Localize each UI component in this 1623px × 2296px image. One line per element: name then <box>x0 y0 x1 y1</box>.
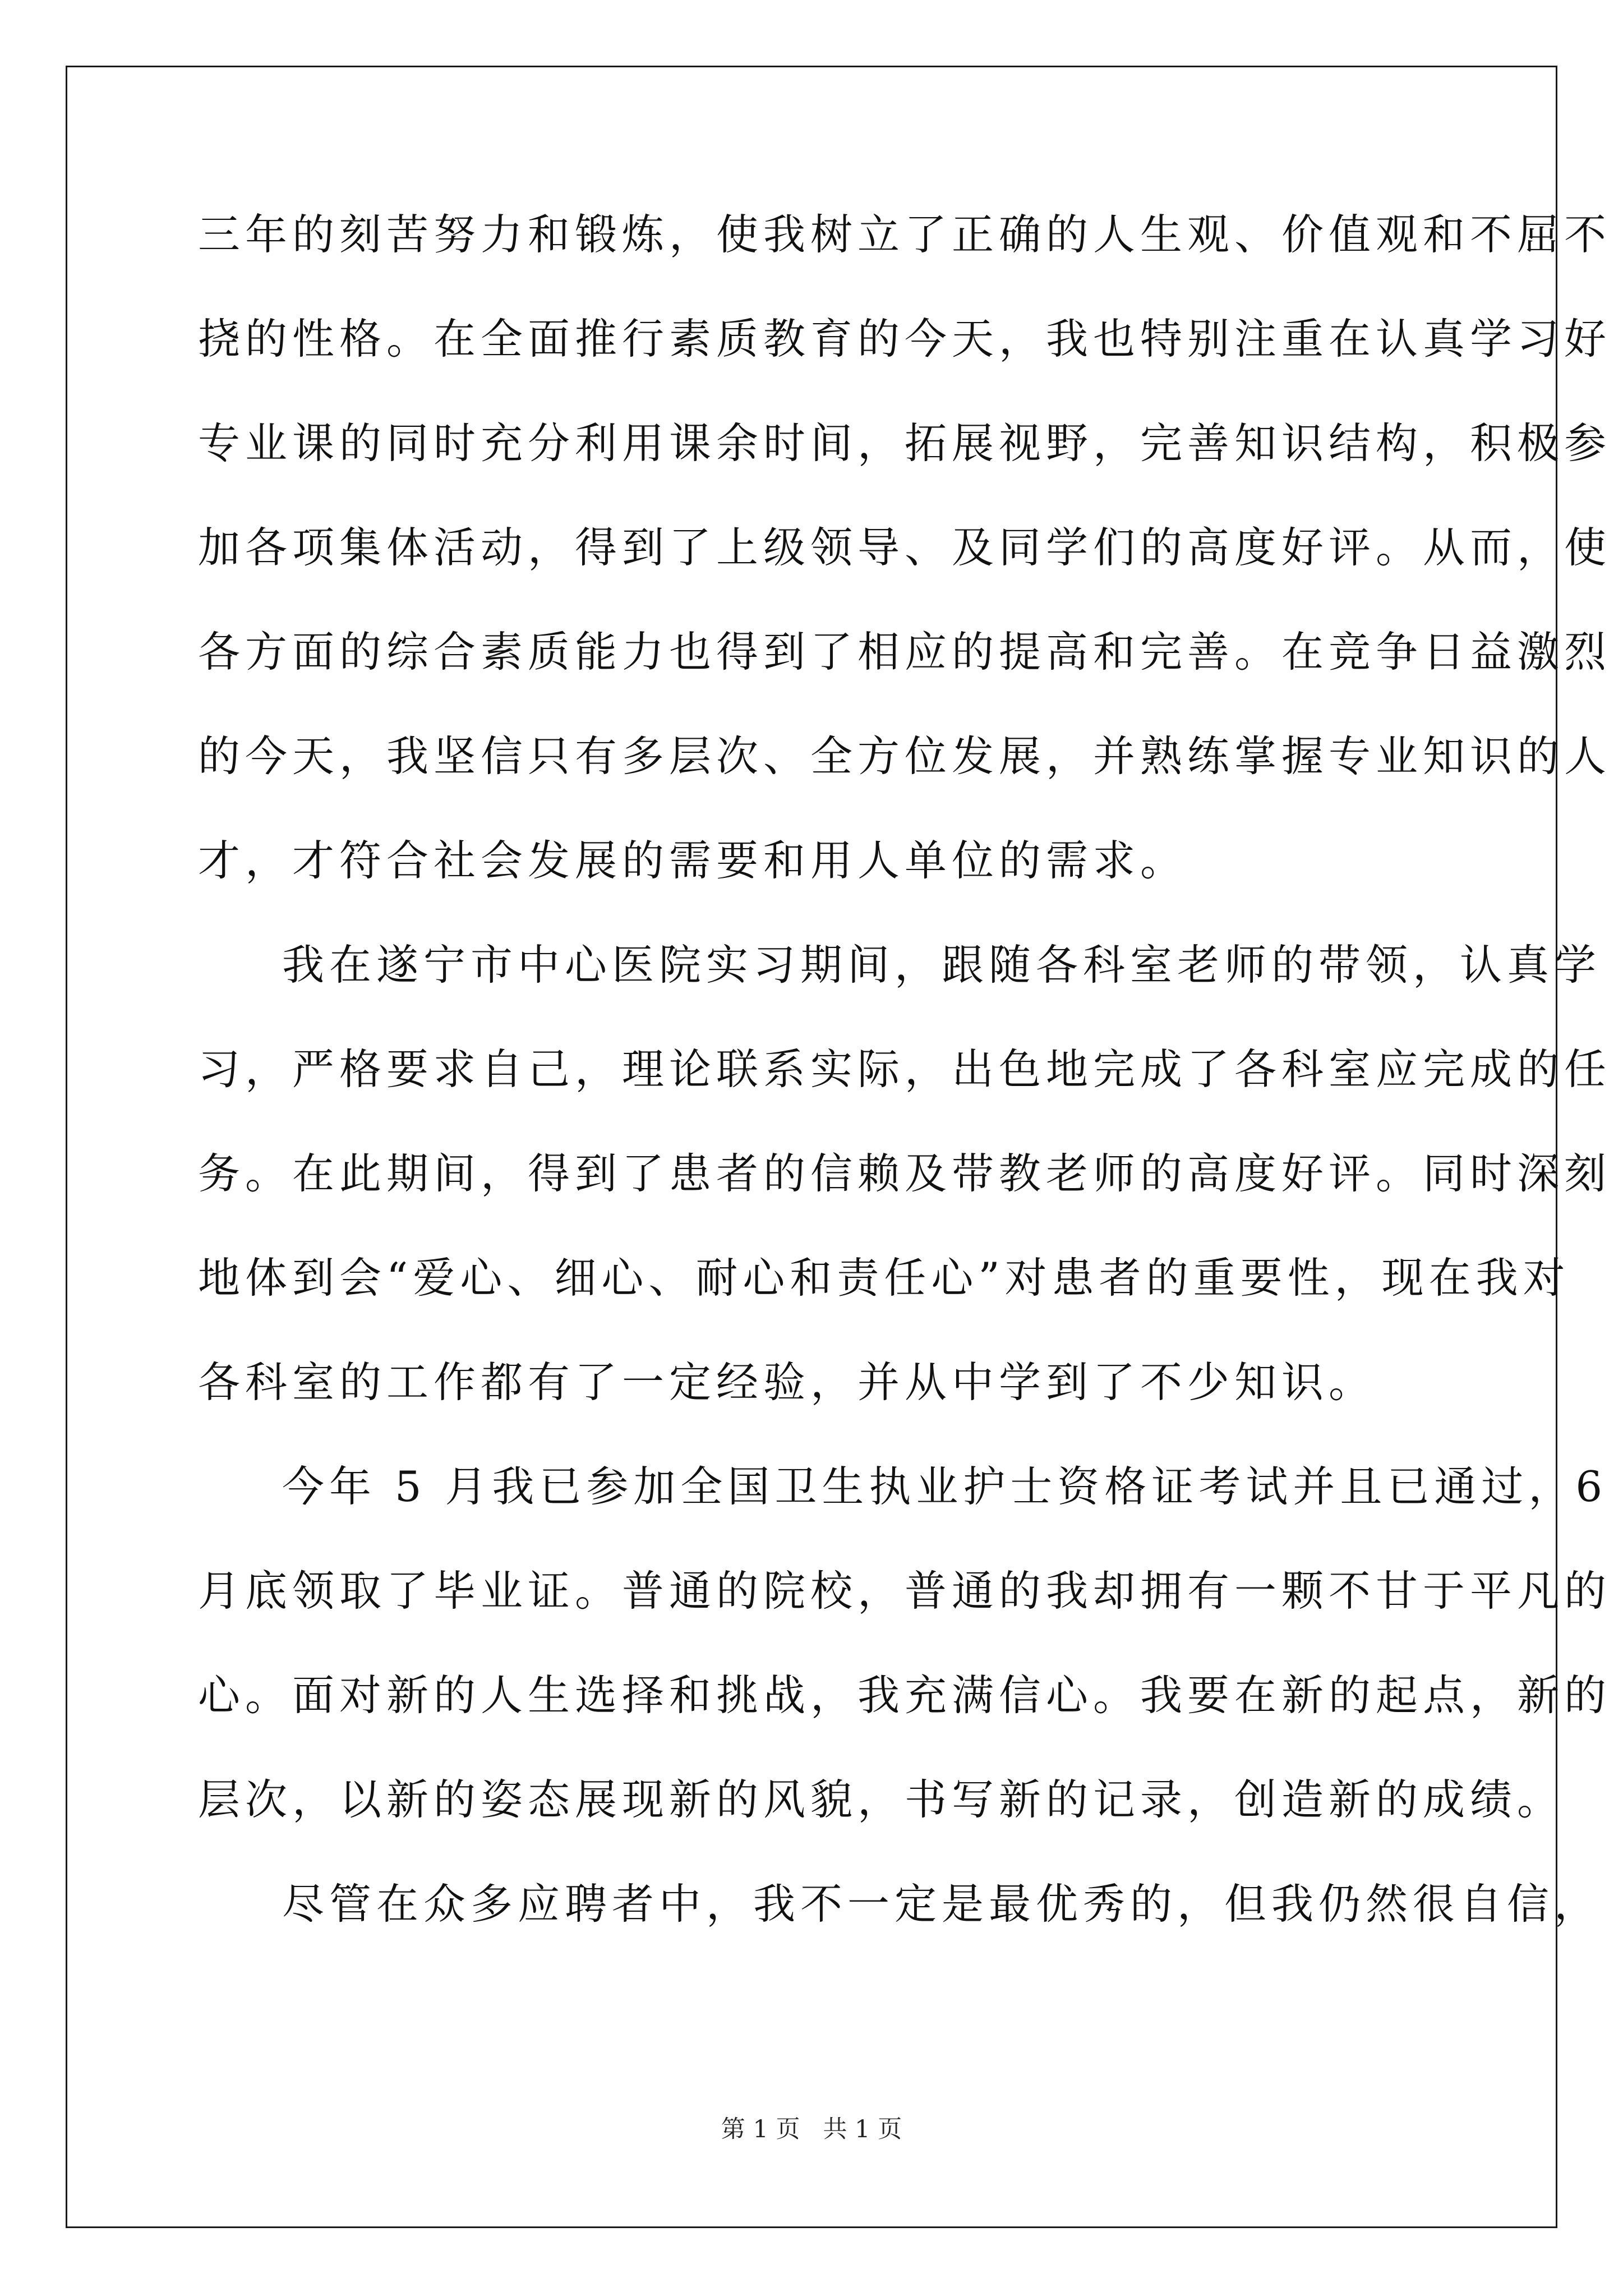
text-line: 层次，以新的姿态展现新的风貌，书写新的记录，创造新的成绩。 <box>198 1775 1565 1824</box>
text-line: 务。在此期间，得到了患者的信赖及带教老师的高度好评。同时深刻 <box>198 1149 1612 1198</box>
text-line: 地体到会“爱心、细心、耐心和责任心”对患者的重要性，现在我对 <box>198 1253 1570 1303</box>
text-line: 习，严格要求自己，理论联系实际，出色地完成了各科室应完成的任 <box>198 1045 1612 1094</box>
paragraph-first-line: 尽管在众多应聘者中，我不一定是最优秀的，但我仍然很自信， <box>282 1879 1602 1929</box>
text-line: 才，才符合社会发展的需要和用人单位的需求。 <box>198 836 1188 885</box>
text-line: 的今天，我坚信只有多层次、全方位发展，并熟练掌握专业知识的人 <box>198 731 1612 781</box>
text-line: 月底领取了毕业证。普通的院校，普通的我却拥有一颗不甘于平凡的 <box>198 1566 1612 1616</box>
text-line: 心。面对新的人生选择和挑战，我充满信心。我要在新的起点，新的 <box>198 1671 1612 1720</box>
text-line: 加各项集体活动，得到了上级领导、及同学们的高度好评。从而，使 <box>198 523 1612 572</box>
text-line: 专业课的同时充分利用课余时间，拓展视野，完善知识结构，积极参 <box>198 418 1612 468</box>
text-line: 各方面的综合素质能力也得到了相应的提高和完善。在竞争日益激烈 <box>198 627 1612 677</box>
paragraph-first-line: 我在遂宁市中心医院实习期间，跟随各科室老师的带领，认真学 <box>282 940 1602 990</box>
page-number-footer: 第 1 页 共 1 页 <box>721 2115 902 2143</box>
text-line: 挠的性格。在全面推行素质教育的今天，我也特别注重在认真学习好 <box>198 314 1612 364</box>
text-line: 各科室的工作都有了一定经验，并从中学到了不少知识。 <box>198 1358 1376 1407</box>
paragraph-first-line: 今年 5 月我已参加全国卫生执业护士资格证考试并且已通过，6 <box>282 1462 1608 1511</box>
text-line: 三年的刻苦努力和锻炼，使我树立了正确的人生观、价值观和不屈不 <box>198 210 1612 259</box>
